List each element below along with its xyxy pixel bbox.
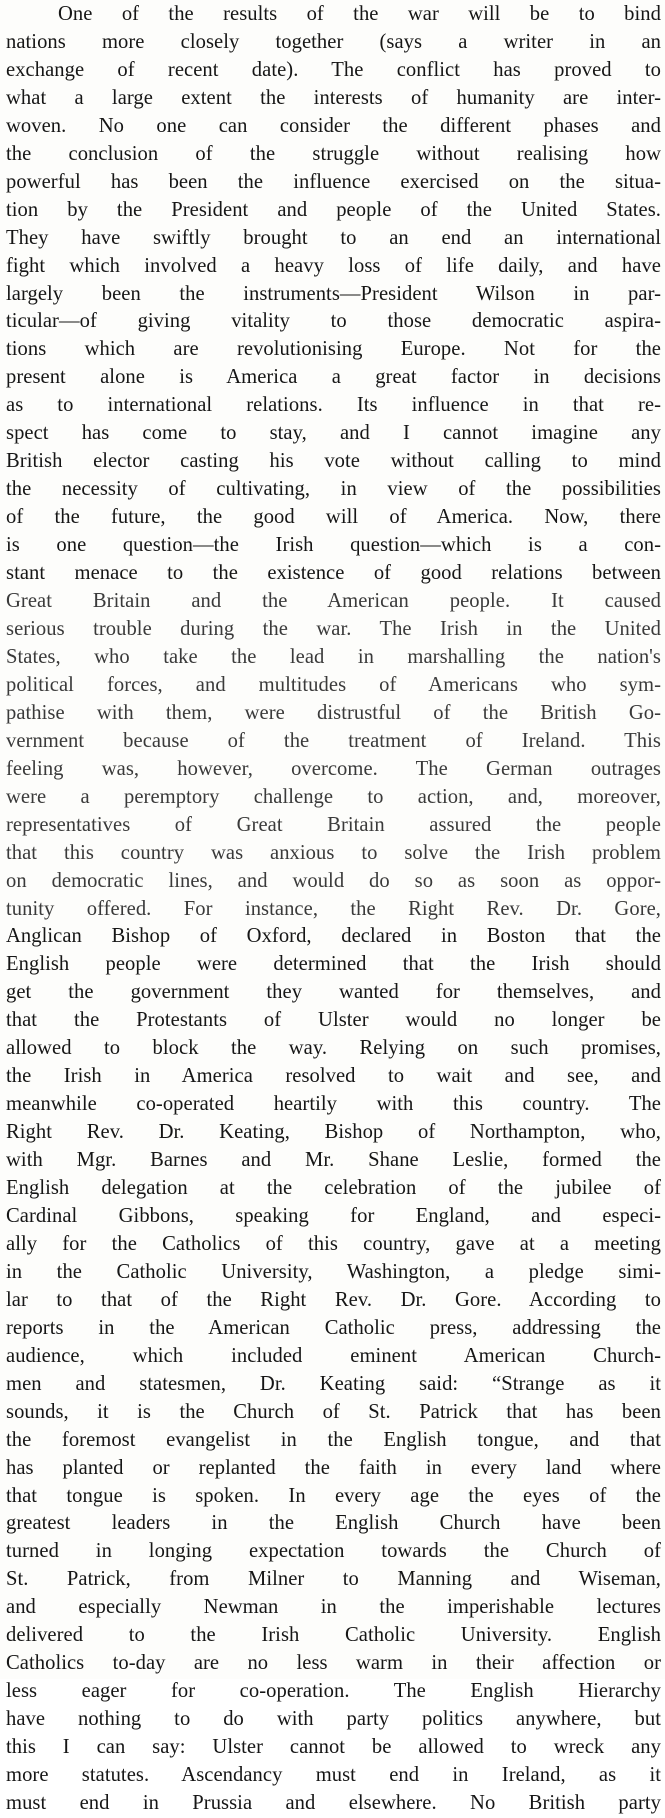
article-line: woven. No one can consider the different phases and — [6, 114, 661, 137]
article-line: stant menace to the existence of good relations between — [6, 562, 661, 585]
article-line: Catholics to-day are no less warm in their affection or — [6, 1652, 661, 1675]
article-line: of the future, the good will of America. Now, there — [6, 506, 661, 529]
article-line: representatives of Great Britain assured the people — [6, 813, 661, 836]
article-line: what a large extent the interests of humanity are inter- — [6, 86, 661, 109]
article-line: delivered to the Irish Catholic University. English — [6, 1624, 661, 1647]
article-line: spect has come to stay, and I cannot imagine any — [6, 422, 661, 445]
article-line: powerful has been the influence exercised on the situa- — [6, 170, 661, 193]
article-line: that this country was anxious to solve the Irish problem — [6, 841, 661, 864]
article-line: largely been the instruments—President Wilson in par- — [6, 282, 661, 305]
article-line: lar to that of the Right Rev. Dr. Gore. According to — [6, 1288, 661, 1311]
article-line: get the government they wanted for themselves, and — [6, 981, 661, 1004]
article-line: ticular—of giving vitality to those democratic aspira- — [6, 310, 661, 333]
article-line: with Mgr. Barnes and Mr. Shane Leslie, formed the — [6, 1149, 661, 1172]
article-line: English people were determined that the Irish should — [6, 953, 661, 976]
article-line: that the Protestants of Ulster would no longer be — [6, 1009, 661, 1032]
article-line: in the Catholic University, Washington, a pledge simi- — [6, 1260, 661, 1283]
article-line: British elector casting his vote without calling to mind — [6, 450, 661, 473]
article-line: allowed to block the way. Relying on such promises, — [6, 1037, 661, 1060]
article-line: is one question—the Irish question—which is a con- — [6, 534, 661, 557]
article-line: must end in Prussia and elsewhere. No British party — [6, 1792, 661, 1814]
article-line: Cardinal Gibbons, speaking for England, and especi- — [6, 1204, 661, 1227]
article-line: serious trouble during the war. The Irish in the United — [6, 617, 661, 640]
article-line: that tongue is spoken. In every age the eyes of the — [6, 1484, 661, 1507]
article-body — [6, 1, 661, 1818]
article-line: men and statesmen, Dr. Keating said: “Strange as it — [6, 1372, 661, 1395]
article-line: the Irish in America resolved to wait and see, and — [6, 1065, 661, 1088]
article-line: the necessity of cultivating, in view of the possibilities — [6, 478, 661, 501]
article-line: have nothing to do with party politics anywhere, but — [6, 1708, 661, 1731]
article-line: ally for the Catholics of this country, gave at a meeting — [6, 1232, 661, 1255]
article-line: feeling was, however, overcome. The German outrages — [6, 757, 661, 780]
article-line: reports in the American Catholic press, addressing the — [6, 1316, 661, 1339]
article-line: vernment because of the treatment of Ireland. This — [6, 729, 661, 752]
article-line: present alone is America a great factor in decisions — [6, 366, 661, 389]
article-line: sounds, it is the Church of St. Patrick that has been — [6, 1400, 661, 1423]
article-line: tunity offered. For instance, the Right Rev. Dr. Gore, — [6, 897, 661, 920]
article-line: more statutes. Ascendancy must end in Ireland, as it — [6, 1764, 661, 1787]
article-line: the conclusion of the struggle without realising how — [6, 142, 661, 165]
article-line: They have swiftly brought to an end an international — [6, 226, 661, 249]
article-line: St. Patrick, from Milner to Manning and Wiseman, — [6, 1568, 661, 1591]
article-line: less eager for co-operation. The English Hierarchy — [6, 1680, 661, 1703]
article-line: audience, which included eminent American Church- — [6, 1344, 661, 1367]
article-line: greatest leaders in the English Church have been — [6, 1512, 661, 1535]
article-line: One of the results of the war will be to bind — [58, 3, 661, 25]
article-line: tion by the President and people of the United States. — [6, 198, 661, 221]
article-line: as to international relations. Its influence in that re- — [6, 394, 661, 417]
article-line: exchange of recent date). The conflict has proved to — [6, 58, 661, 81]
article-line: fight which involved a heavy loss of life daily, and have — [6, 254, 661, 277]
article-line: turned in longing expectation towards the Church of — [6, 1540, 661, 1563]
article-line: Right Rev. Dr. Keating, Bishop of Northampton, who, — [6, 1121, 661, 1144]
article-line: were a peremptory challenge to action, and, moreover, — [6, 785, 661, 808]
article-line: and especially Newman in the imperishable lectures — [6, 1596, 661, 1619]
article-line: pathise with them, were distrustful of the British Go- — [6, 701, 661, 724]
article-line: States, who take the lead in marshalling the nation's — [6, 645, 661, 668]
article-line: has planted or replanted the faith in every land where — [6, 1456, 661, 1479]
article-line: on democratic lines, and would do so as soon as oppor- — [6, 869, 661, 892]
article-line: meanwhile co-operated heartily with this country. The — [6, 1093, 661, 1116]
article-line: English delegation at the celebration of the jubilee of — [6, 1177, 661, 1200]
article-line: this I can say: Ulster cannot be allowed to wreck any — [6, 1736, 661, 1759]
article-line: political forces, and multitudes of Americans who sym- — [6, 673, 661, 696]
article-line: Great Britain and the American people. It caused — [6, 590, 661, 613]
article-line: Anglican Bishop of Oxford, declared in Boston that the — [6, 925, 661, 948]
article-line: nations more closely together (says a writer in an — [6, 30, 661, 53]
article-line: tions which are revolutionising Europe. Not for the — [6, 338, 661, 361]
article-line: the foremost evangelist in the English tongue, and that — [6, 1428, 661, 1451]
